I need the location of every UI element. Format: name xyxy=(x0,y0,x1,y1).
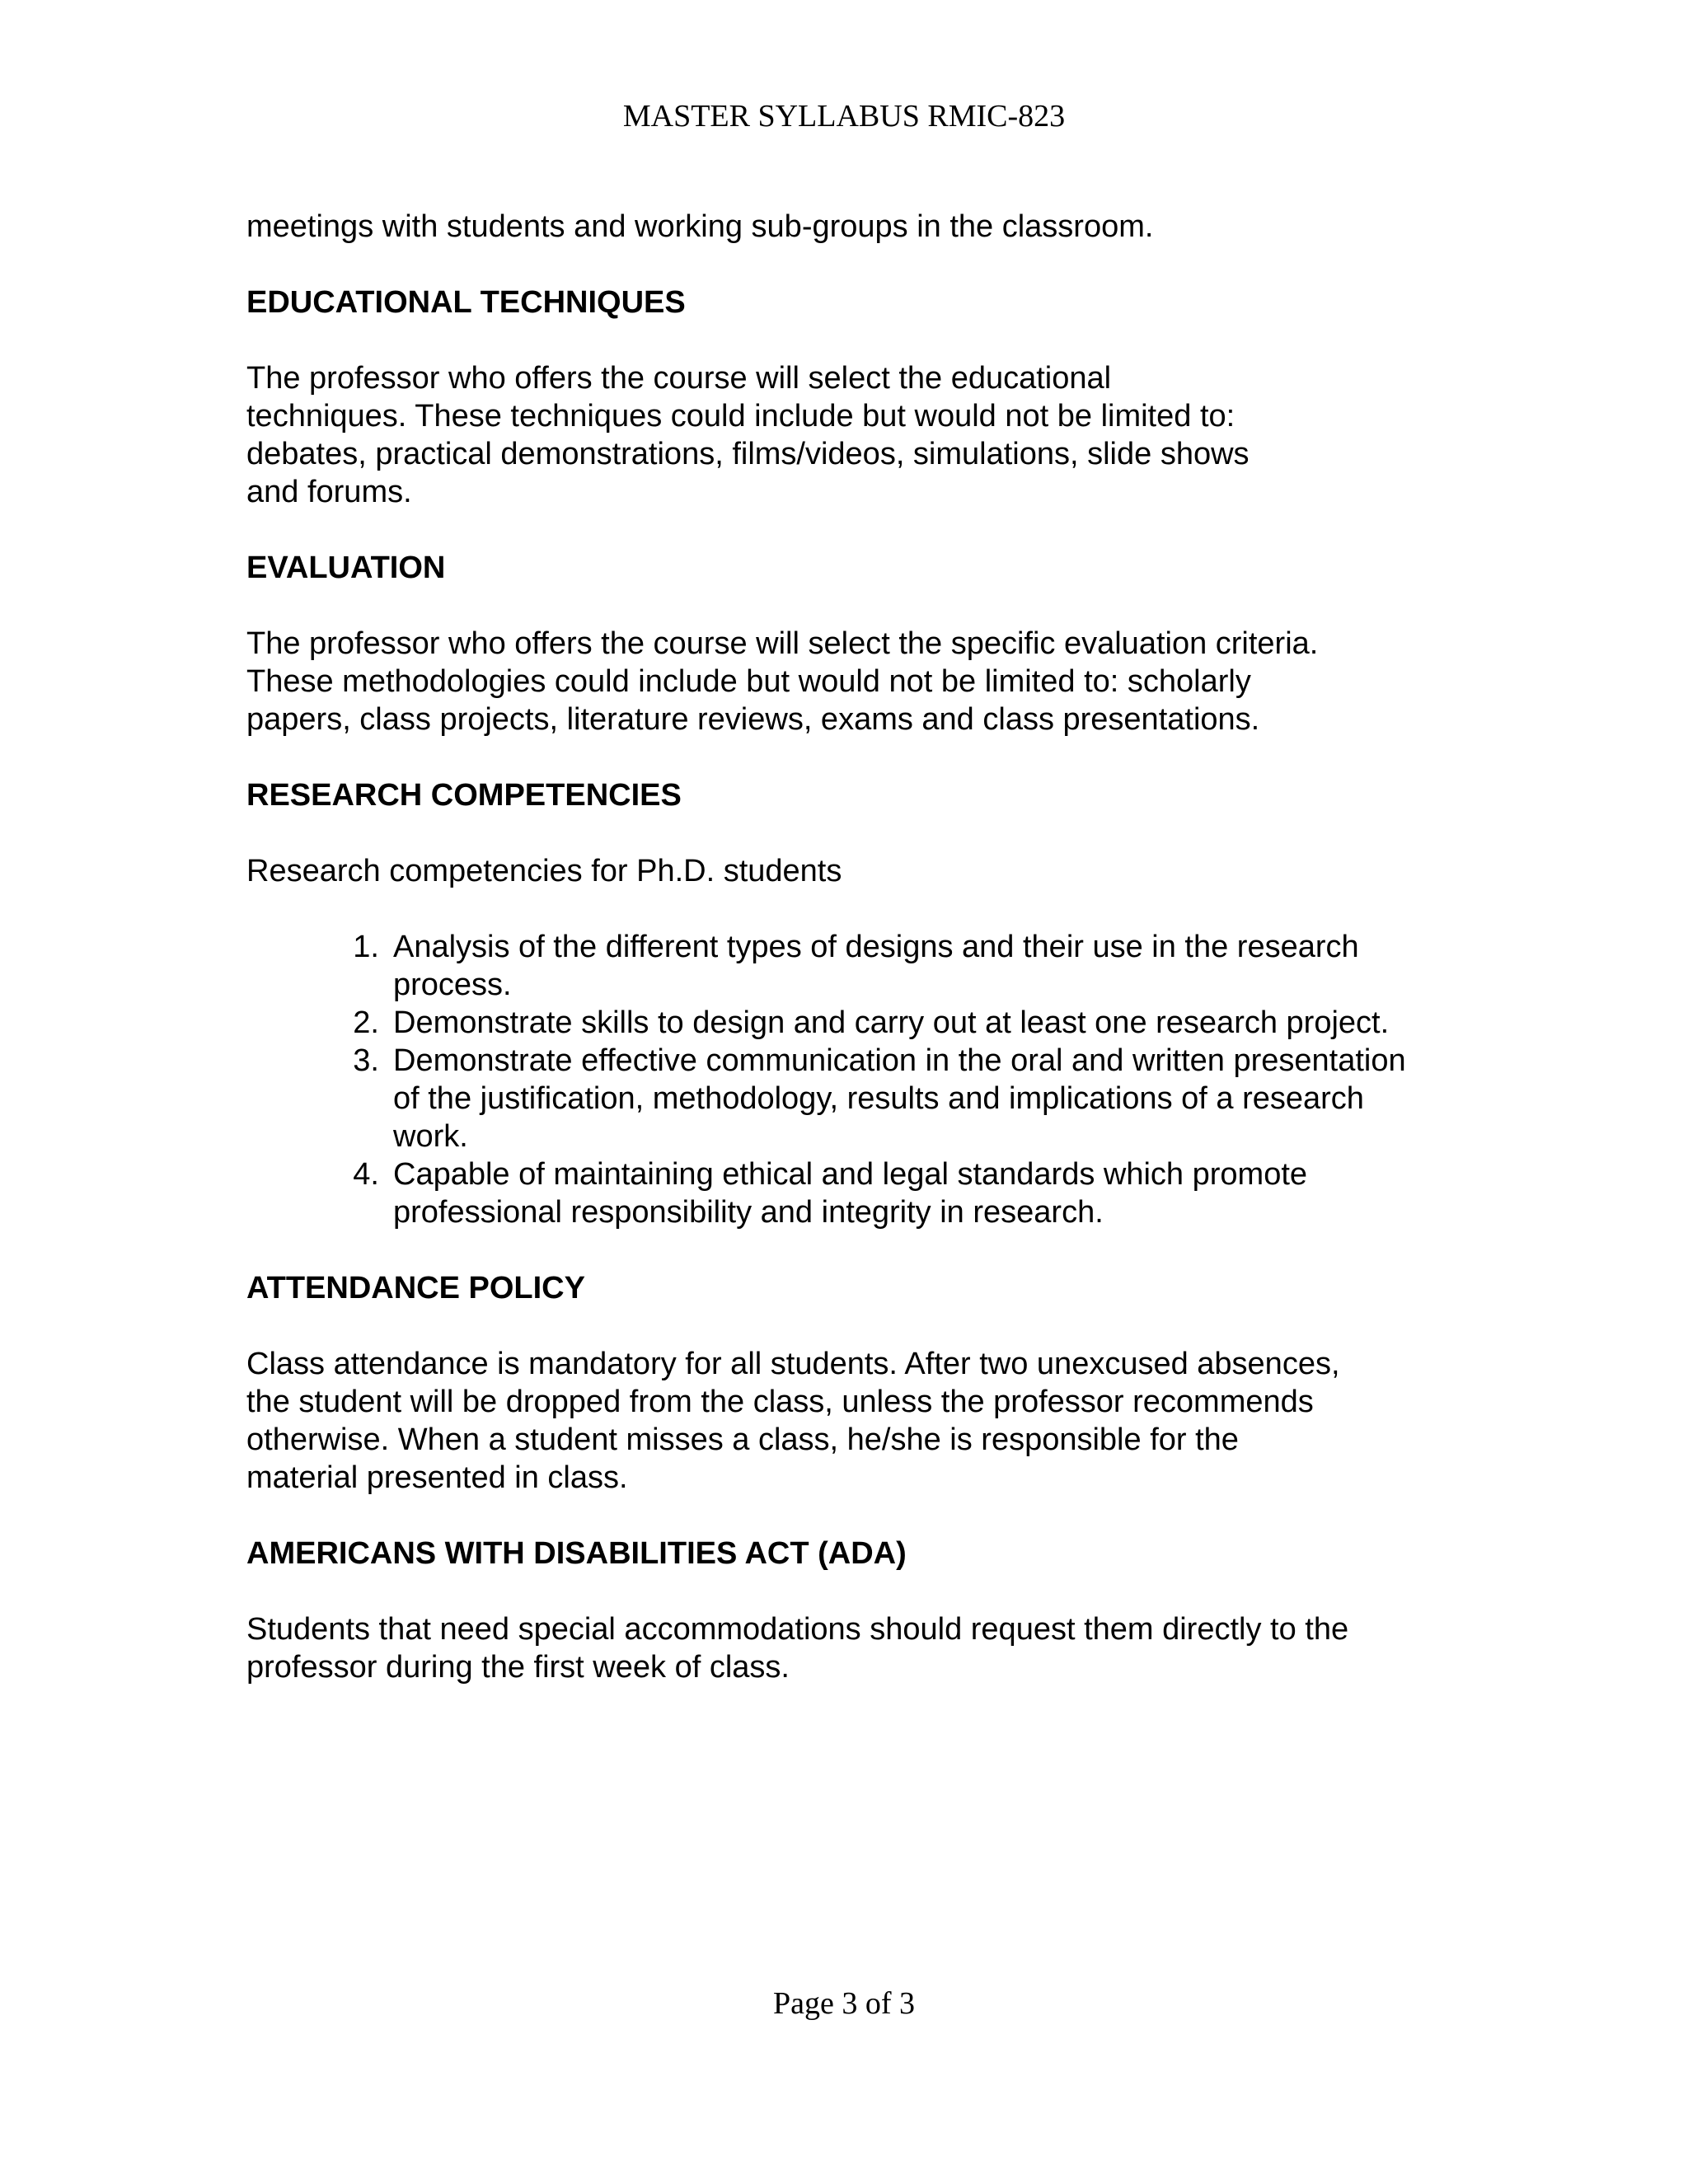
list-item xyxy=(246,928,1442,1004)
list-item-number: 1. xyxy=(353,930,379,964)
competencies-list xyxy=(246,928,1442,1231)
section-heading-educational-techniques: EDUCATIONAL TECHNIQUES xyxy=(246,285,686,320)
list-item xyxy=(246,1004,1442,1042)
list-item-text: Demonstrate effective communication in the oral and written presentation of the justification, methodology, results and implications of a research work. xyxy=(393,1043,1406,1154)
section-heading-evaluation: EVALUATION xyxy=(246,551,446,585)
list-item-number: 4. xyxy=(353,1157,379,1192)
list-item-number: 2. xyxy=(353,1005,379,1040)
educational-techniques-paragraph: The professor who offers the course will select the educational techniques. These techniques could include but would not be limited to: debates, practical demonstrations, films/videos, simulations, slide shows and forums. xyxy=(246,361,1250,509)
continuation-paragraph: meetings with students and working sub-groups in the classroom. xyxy=(246,209,1154,244)
attendance-policy-paragraph: Class attendance is mandatory for all students. After two unexcused absences, the student will be dropped from the class, unless the professor recommends otherwise. When a student misses a class, he/she is responsible for the material presented in class. xyxy=(246,1347,1340,1495)
page-number: Page 3 of 3 xyxy=(772,1986,916,2021)
evaluation-paragraph: The professor who offers the course will select the specific evaluation criteria. These methodologies could include but would not be limited to: scholarly papers, class projects, literature reviews, exams and class presentations. xyxy=(246,626,1319,737)
section-heading-attendance-policy: ATTENDANCE POLICY xyxy=(246,1271,585,1305)
list-item-text: Analysis of the different types of designs and their use in the research process. xyxy=(393,930,1359,1002)
list-item xyxy=(246,1042,1442,1155)
list-item-text: Capable of maintaining ethical and legal standards which promote professional responsibility and integrity in research. xyxy=(393,1157,1308,1230)
list-item-number: 3. xyxy=(353,1043,379,1078)
research-competencies-intro: Research competencies for Ph.D. students xyxy=(246,854,842,888)
ada-paragraph: Students that need special accommodations should request them directly to the professor during the first week of class. xyxy=(246,1612,1349,1685)
section-heading-research-competencies: RESEARCH COMPETENCIES xyxy=(246,778,682,813)
list-item-text: Demonstrate skills to design and carry out at least one research project. xyxy=(393,1005,1390,1040)
list-item xyxy=(246,1155,1442,1231)
document-body xyxy=(246,208,1442,1686)
section-heading-ada: AMERICANS WITH DISABILITIES ACT (ADA) xyxy=(246,1536,907,1571)
page-header: MASTER SYLLABUS RMIC-823 xyxy=(622,99,1066,134)
